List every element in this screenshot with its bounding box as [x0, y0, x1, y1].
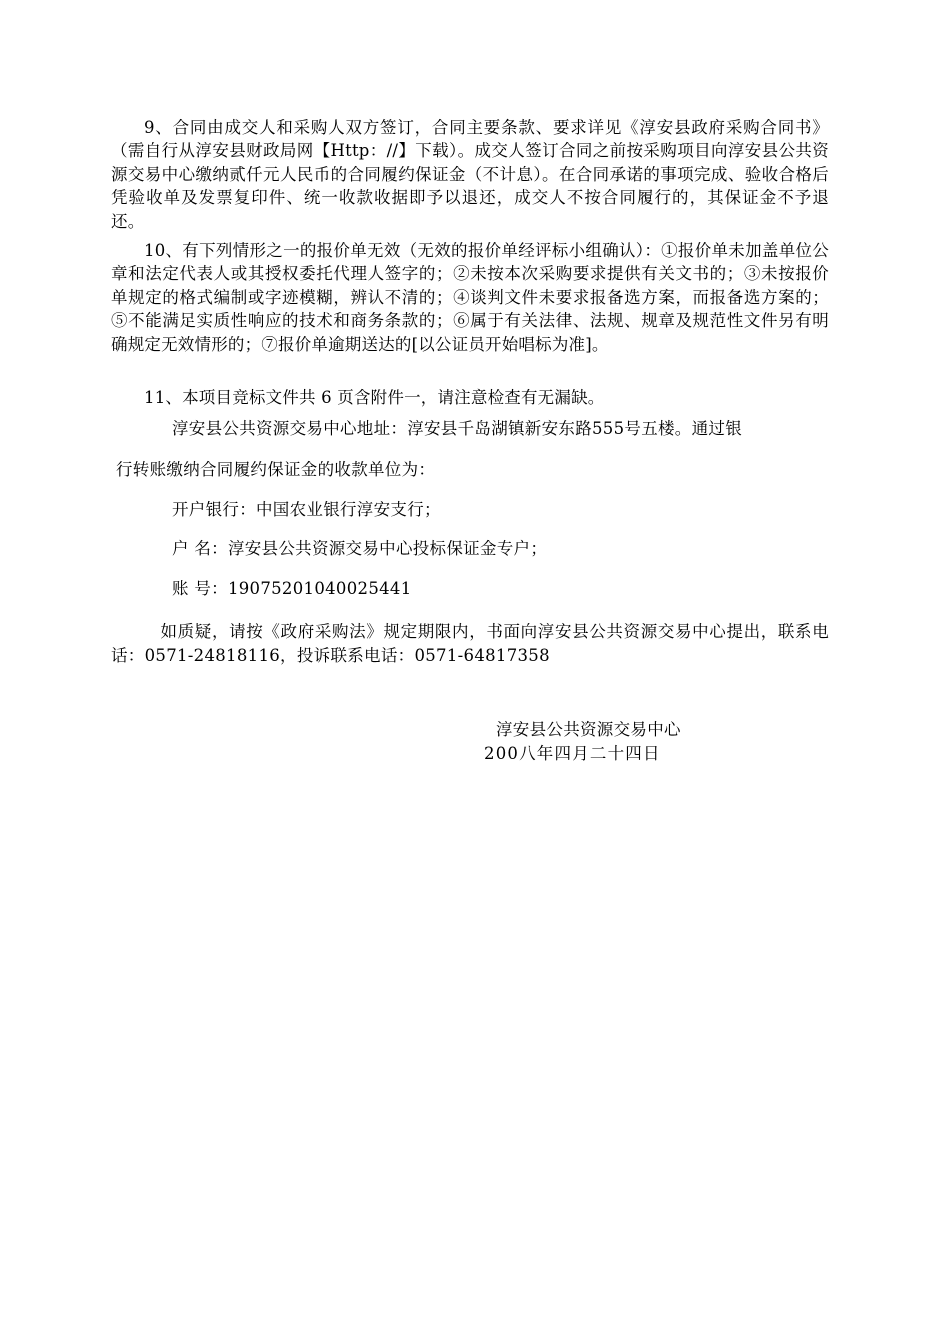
signature-date: 200八年四月二十四日 — [484, 744, 661, 763]
clause-11-paragraph: 11、本项目竞标文件共 6 页含附件一，请注意检查有无漏缺。 — [144, 388, 605, 407]
clause-10-paragraph: 10、有下列情形之一的报价单无效（无效的报价单经评标小组确认）：①报价单未加盖单位公章和法定代表人或其授权委托代理人签字的；②未按本次采购要求提供有关文书的；③未按报价单规定的格式编制或字迹模糊，辨认不清的；④谈判文件未要求报备选方案，而报备选方案的；⑤不能满足实质性响应的技术和商务条款的；⑥属于有关法律、法规、规章及规范性文件另有明确规定无效情形的；⑦报价单逾期送达的[以公证员开始唱标为准]。 — [111, 241, 829, 354]
bank-name-line: 开户银行：中国农业银行淳安支行； — [172, 500, 441, 519]
address-line-2: 行转账缴纳合同履约保证金的收款单位为： — [116, 460, 436, 479]
clause-9-paragraph: 9、合同由成交人和采购人双方签订，合同主要条款、要求详见《淳安县政府采购合同书》（需自行从淳安县财政局网【Http：//】下载）。成交人签订合同之前按采购项目向淳安县公共资源交易中心缴纳贰仟元人民币的合同履约保证金（不计息）。在合同承诺的事项完成、验收合格后凭验收单及发票复印件、统一收款收据即予以退还，成交人不按合同履行的，其保证金不予退还。 — [111, 118, 829, 231]
account-number-line: 账 号：19075201040025441 — [172, 579, 412, 598]
complaint-contact-paragraph: 如质疑，请按《政府采购法》规定期限内，书面向淳安县公共资源交易中心提出，联系电话：0571-24818116，投诉联系电话：0571-64817358 — [111, 622, 829, 665]
address-line-1: 淳安县公共资源交易中心地址：淳安县千岛湖镇新安东路555号五楼。通过银 — [172, 419, 742, 438]
signature-organization: 淳安县公共资源交易中心 — [496, 720, 681, 739]
account-name-line: 户 名：淳安县公共资源交易中心投标保证金专户； — [172, 539, 548, 558]
